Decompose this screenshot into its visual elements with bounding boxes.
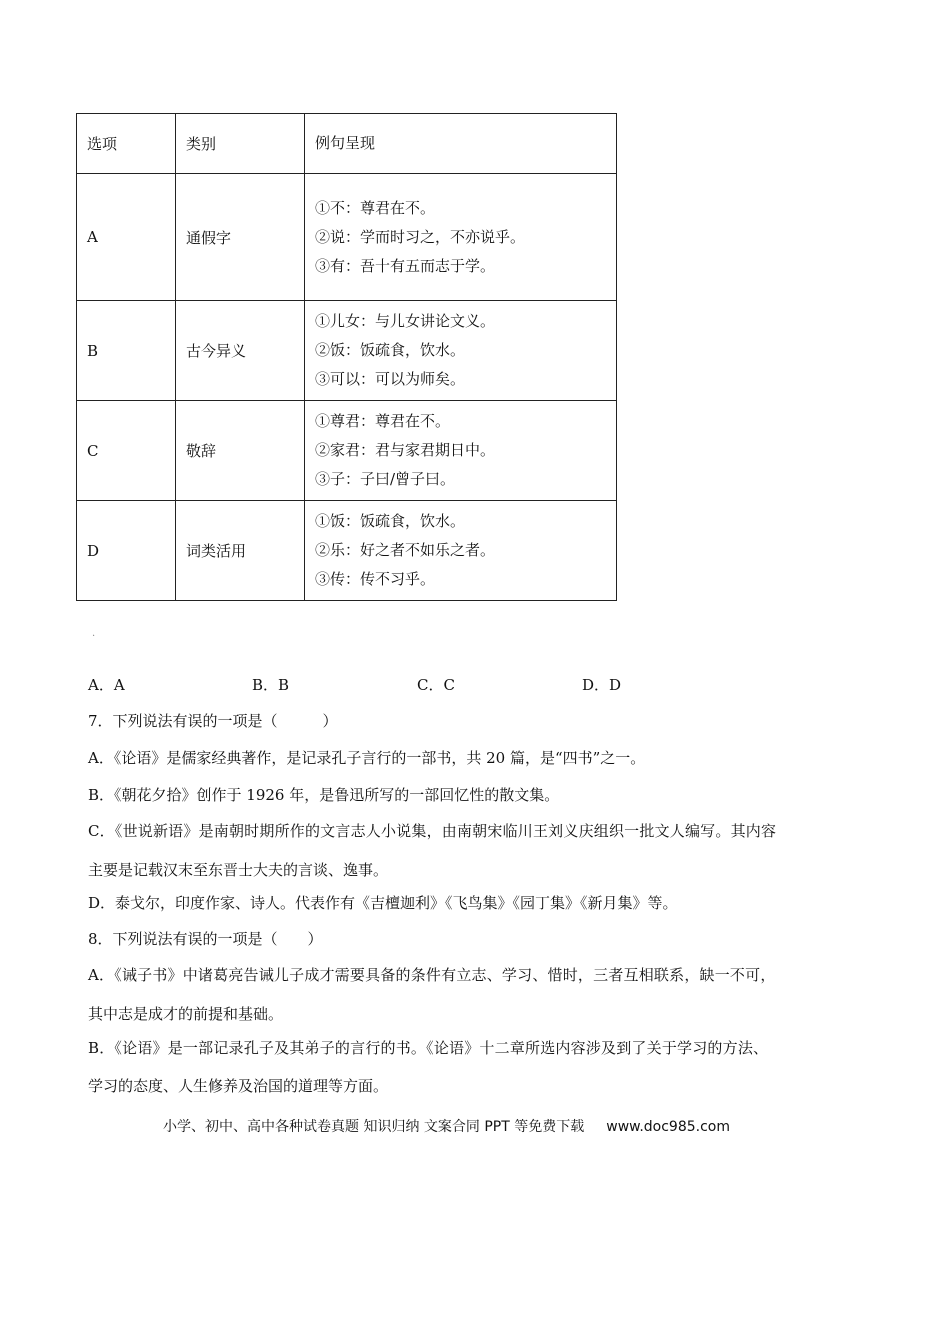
example-line: ①儿女：与儿女讲论文义。 — [315, 312, 496, 330]
example-line: ①尊君：尊君在不。 — [315, 412, 451, 430]
row-option: B — [77, 301, 176, 401]
page-footer — [163, 1116, 730, 1136]
row-examples — [305, 174, 617, 301]
example-line: ②说：学而时习之，不亦说乎。 — [315, 227, 526, 246]
row-category: 敬辞 — [176, 401, 305, 501]
table-row — [77, 301, 617, 401]
row-category: 通假字 — [176, 174, 305, 301]
question-7-option-b: B．《朝花夕拾》创作于 1926 年，是鲁迅所写的一部回忆性的散文集。 — [88, 786, 560, 804]
question-7-option-a: A．《论语》是儒家经典著作，是记录孔子言行的一部书，共 20 篇，是“四书”之一。 — [88, 749, 646, 767]
comparison-table — [76, 113, 617, 601]
question-8-option-b-cont: 学习的态度、人生修养及治国的道理等方面。 — [88, 1077, 389, 1095]
row-examples — [305, 301, 617, 401]
row-option: C — [77, 401, 176, 501]
row-examples — [305, 401, 617, 501]
question-8-stem: 8．下列说法有误的一项是（ ） — [88, 930, 323, 948]
choice-a: A．A — [88, 676, 125, 694]
example-line: ①不：尊君在不。 — [315, 198, 436, 217]
row-category: 古今异义 — [176, 301, 305, 401]
row-option: A — [77, 174, 176, 301]
choice-d: D．D — [582, 676, 622, 694]
example-line: ①饭：饭疏食，饮水。 — [315, 512, 466, 530]
question-7-option-d: D．泰戈尔，印度作家、诗人。代表作有《吉檀迦利》《飞鸟集》《园丁集》《新月集》等。 — [88, 894, 678, 912]
header-cell-category: 类别 — [176, 114, 305, 174]
table-row — [77, 501, 617, 601]
footer-url[interactable]: www.doc985.com — [606, 1119, 730, 1135]
example-line: ③有：吾十有五而志于学。 — [315, 256, 496, 275]
header-cell-option: 选项 — [77, 114, 176, 174]
question-8-option-a-cont: 其中志是成才的前提和基础。 — [88, 1005, 284, 1023]
table-row — [77, 401, 617, 501]
example-line: ②家君：君与家君期日中。 — [315, 441, 496, 459]
header-cell-examples: 例句呈现 — [305, 114, 617, 174]
question-7-stem: 7．下列说法有误的一项是（ ） — [88, 712, 338, 730]
choice-c: C．C — [417, 676, 455, 694]
row-option: D — [77, 501, 176, 601]
question-7-option-c-cont: 主要是记载汉末至东晋士大夫的言谈、逸事。 — [88, 861, 389, 879]
paragraph-mark: . — [92, 628, 96, 639]
question-8-option-b: B．《论语》是一部记录孔子及其弟子的言行的书。《论语》十二章所选内容涉及到了关于学习的方法、 — [88, 1039, 769, 1057]
choice-b: B．B — [252, 676, 290, 694]
row-category: 词类活用 — [176, 501, 305, 601]
footer-text: 小学、初中、高中各种试卷真题 知识归纳 文案合同 PPT 等免费下载 — [163, 1119, 585, 1135]
table-row — [77, 174, 617, 301]
question-7-option-c: C．《世说新语》是南朝时期所作的文言志人小说集，由南朝宋临川王刘义庆组织一批文人编写。其内容 — [88, 822, 777, 840]
row-examples — [305, 501, 617, 601]
table-header-row — [77, 114, 617, 174]
example-line: ②饭：饭疏食，饮水。 — [315, 341, 466, 359]
question-8-option-a: A．《诫子书》中诸葛亮告诫儿子成才需要具备的条件有立志、学习、惜时，三者互相联系，缺一不可， — [88, 966, 776, 984]
example-line: ③可以：可以为师矣。 — [315, 370, 466, 388]
example-line: ②乐：好之者不如乐之者。 — [315, 541, 496, 559]
example-line: ③子：子曰/曾子曰。 — [315, 470, 456, 488]
example-line: ③传：传不习乎。 — [315, 570, 436, 588]
